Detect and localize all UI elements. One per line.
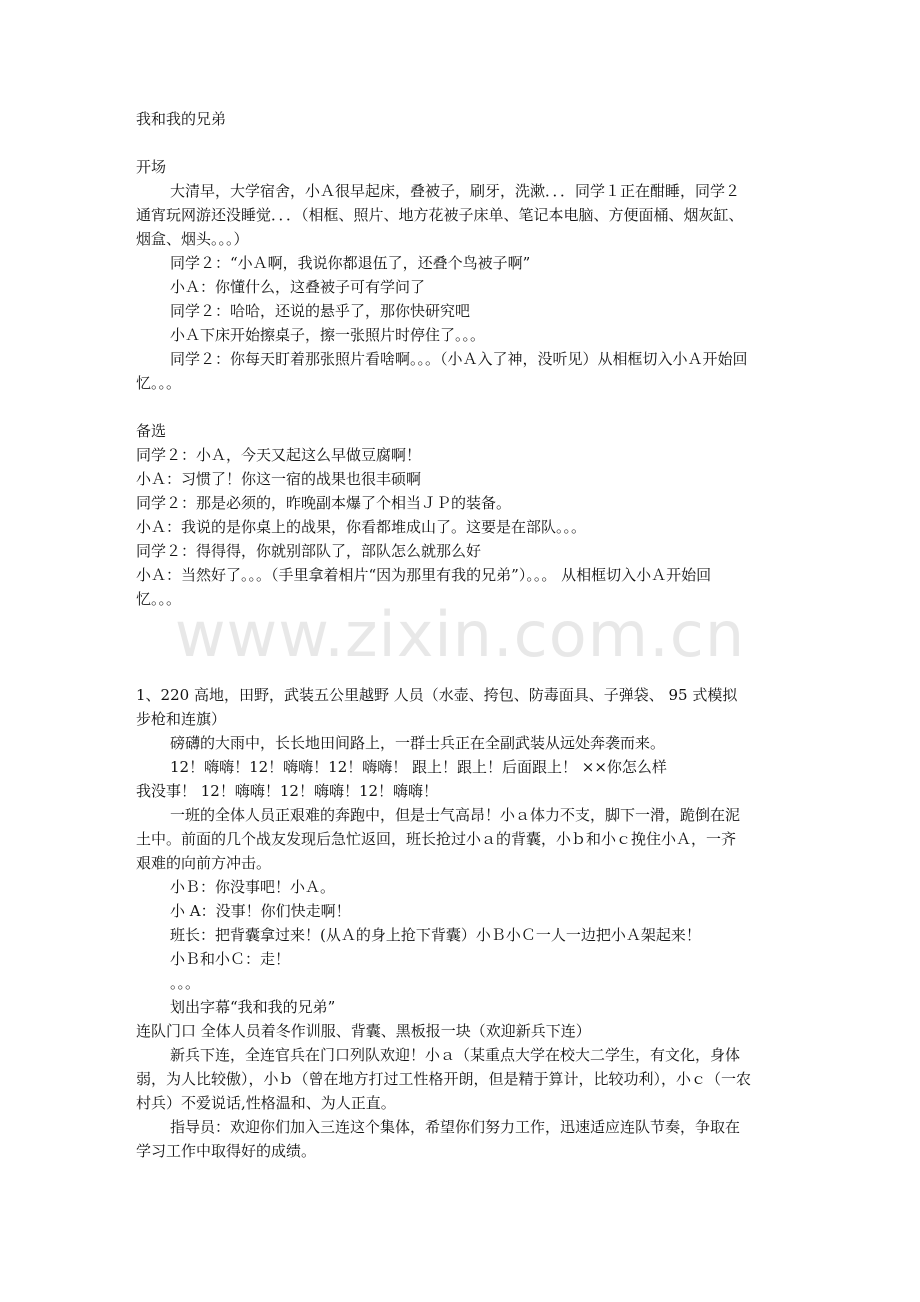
dialogue-line: 小Ｂ：你没事吧！小Ａ。 xyxy=(170,878,336,896)
dialogue-line: 同学２：你每天盯着那张照片看啥啊。。。（小Ａ入了神，没听见）从相框切入小Ａ开始回 xyxy=(170,350,748,368)
ellipsis-line: 。。。 xyxy=(170,974,201,992)
paragraph-line: 新兵下连，全连官兵在门口列队欢迎！小ａ（某重点大学在校大二学生，有文化，身体 xyxy=(170,1046,741,1064)
dialogue-line: 忆。。。 xyxy=(136,590,182,608)
dialogue-line: 同学２：“小Ａ啊，我说你都退伍了，还叠个鸟被子啊” xyxy=(170,254,531,272)
stage-direction: 小Ａ下床开始擦桌子，擦一张照片时停住了。。。 xyxy=(170,326,486,344)
paragraph-line: 我没事！ 12！嗨嗨！12！嗨嗨！12！嗨嗨！ xyxy=(136,782,439,800)
paragraph-line: 大清早，大学宿舍，小Ａ很早起床，叠被子，刷牙，洗漱．．．同学１正在酣睡，同学２ xyxy=(170,182,741,200)
dialogue-line: 小Ｂ和小Ｃ：走！ xyxy=(170,950,291,968)
paragraph-line: 12！嗨嗨！12！嗨嗨！12！嗨嗨！ 跟上！跟上！后面跟上！ ××你怎么样 xyxy=(170,758,667,776)
scene-heading: 1、220 高地，田野，武装五公里越野 人员（水壶、挎包、防毒面具、子弹袋、 95 式模拟 xyxy=(136,686,738,704)
paragraph-line: 通宵玩网游还没睡觉．．．（相框、照片、地方花被子床单、笔记本电脑、方便面桶、烟灰缸、 xyxy=(136,206,744,224)
document-body xyxy=(136,107,788,1163)
scene-heading: 步枪和连旗） xyxy=(136,710,227,728)
dialogue-line: 小 A：没事！你们快走啊！ xyxy=(170,902,351,920)
document-title: 我和我的兄弟 xyxy=(136,110,227,128)
watermark: www.zixin.com.cn xyxy=(174,598,746,671)
paragraph-line: 烟盒、烟头。。。） xyxy=(136,230,249,248)
subtitle-direction: 划出字幕“我和我的兄弟” xyxy=(170,998,336,1016)
paragraph-line: 土中。前面的几个战友发现后急忙返回，班长抢过小ａ的背囊，小ｂ和小ｃ挽住小Ａ，一齐 xyxy=(136,830,737,848)
scene-heading: 连队门口 全体人员着冬作训服、背囊、黑板报一块（欢迎新兵下连） xyxy=(136,1022,591,1040)
dialogue-line: 班长：把背囊拿过来！(从Ａ的身上抢下背囊）小Ｂ小Ｃ一人一边把小Ａ架起来！ xyxy=(170,926,701,944)
dialogue-line: 同学２：哈哈，还说的悬乎了，那你快研究吧 xyxy=(170,302,471,320)
dialogue-line: 小Ａ：习惯了！你这一宿的战果也很丰硕啊 xyxy=(136,470,422,488)
paragraph-line: 磅礴的大雨中，长长地田间路上，一群士兵正在全副武装从远处奔袭而来。 xyxy=(170,734,666,752)
dialogue-line: 同学２：那是必须的，昨晚副本爆了个相当ＪＰ的装备。 xyxy=(136,494,512,512)
section-heading-alternate: 备选 xyxy=(136,422,167,440)
section-heading-opening: 开场 xyxy=(136,158,167,176)
dialogue-line: 小Ａ：你懂什么，这叠被子可有学问了 xyxy=(170,278,426,296)
paragraph-line: 艰难的向前方冲击。 xyxy=(136,854,272,872)
dialogue-line: 同学２：得得得，你就别部队了，部队怎么就那么好 xyxy=(136,542,482,560)
paragraph-line: 村兵）不爱说话,性格温和、为人正直。 xyxy=(136,1094,396,1112)
dialogue-line: 同学２：小Ａ，今天又起这么早做豆腐啊！ xyxy=(136,446,422,464)
paragraph-line: 一班的全体人员正艰难的奔跑中，但是士气高昂！小ａ体力不支，脚下一滑，跪倒在泥 xyxy=(170,806,741,824)
dialogue-line: 小Ａ：我说的是你桌上的战果，你看都堆成山了。这要是在部队。。。 xyxy=(136,518,587,536)
paragraph-line: 弱，为人比较傲），小ｂ（曾在地方打过工性格开朗，但是精于算计，比较功利），小ｃ（一农 xyxy=(136,1070,752,1088)
dialogue-line: 学习工作中取得好的成绩。 xyxy=(136,1142,317,1160)
dialogue-line: 指导员：欢迎你们加入三连这个集体，希望你们努力工作，迅速适应连队节奏，争取在 xyxy=(170,1118,741,1136)
dialogue-line: 忆。。。 xyxy=(136,374,182,392)
dialogue-line: 小Ａ：当然好了。。。（手里拿着相片“因为那里有我的兄弟”）。。。 从相框切入小Ａ开始回 xyxy=(136,566,712,584)
